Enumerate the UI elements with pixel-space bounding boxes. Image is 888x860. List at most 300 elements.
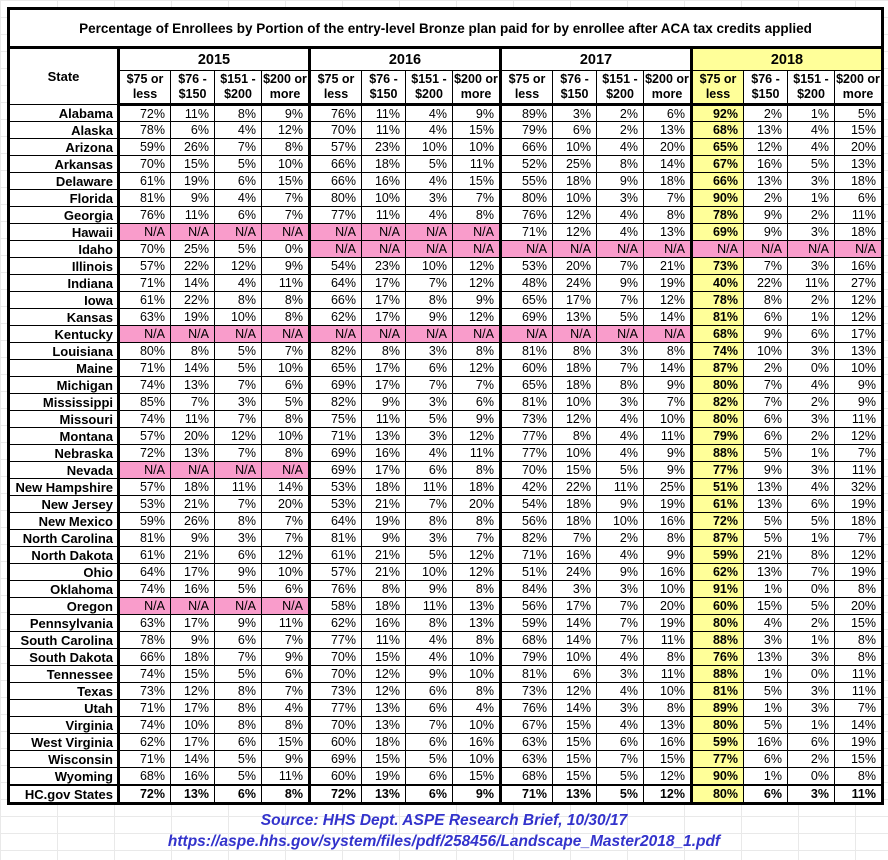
data-cell: 74% <box>119 666 171 683</box>
data-cell: 0% <box>262 241 310 258</box>
data-cell: 72% <box>119 105 171 122</box>
table-row <box>9 173 883 190</box>
data-cell: 10% <box>553 190 597 207</box>
data-cell: 19% <box>644 496 692 513</box>
data-cell: 3% <box>597 700 644 717</box>
data-cell: 51% <box>501 564 553 581</box>
data-cell: 17% <box>553 598 597 615</box>
col-header-2016-2: $76 - $150 <box>362 71 406 105</box>
data-cell: 18% <box>362 734 406 751</box>
data-cell: 17% <box>835 326 883 343</box>
data-cell: 85% <box>119 394 171 411</box>
data-cell: N/A <box>215 598 262 615</box>
data-cell: 0% <box>788 768 835 786</box>
data-cell: 18% <box>362 156 406 173</box>
data-cell: 4% <box>788 377 835 394</box>
data-cell: 11% <box>644 666 692 683</box>
data-cell: 7% <box>453 377 501 394</box>
table-row <box>9 479 883 496</box>
bracket-header-row <box>9 71 883 105</box>
data-cell: 8% <box>597 377 644 394</box>
data-cell: 6% <box>835 190 883 207</box>
data-cell: 5% <box>215 241 262 258</box>
data-cell: 7% <box>215 139 262 156</box>
data-cell: 71% <box>119 751 171 768</box>
data-cell: 8% <box>406 513 453 530</box>
data-cell: 11% <box>171 411 215 428</box>
data-cell: N/A <box>171 462 215 479</box>
data-cell: 77% <box>310 632 362 649</box>
data-cell: N/A <box>597 241 644 258</box>
data-cell: 8% <box>262 785 310 804</box>
data-cell: 11% <box>171 105 215 122</box>
col-header-2016-4: $200 or more <box>453 71 501 105</box>
state-cell: Kansas <box>9 309 119 326</box>
data-cell: 3% <box>788 173 835 190</box>
state-cell: Oregon <box>9 598 119 615</box>
table-row <box>9 751 883 768</box>
data-cell: 8% <box>644 649 692 666</box>
data-cell: 1% <box>788 530 835 547</box>
data-cell: 8% <box>453 632 501 649</box>
data-cell: 7% <box>171 394 215 411</box>
data-cell: 5% <box>262 394 310 411</box>
data-cell: 51% <box>692 479 744 496</box>
data-cell: N/A <box>262 326 310 343</box>
data-cell: 15% <box>362 751 406 768</box>
data-cell: 10% <box>453 717 501 734</box>
data-cell: 72% <box>119 445 171 462</box>
data-cell: 9% <box>262 105 310 122</box>
data-cell: 61% <box>119 547 171 564</box>
data-cell: 80% <box>692 717 744 734</box>
data-cell: 19% <box>835 734 883 751</box>
data-cell: 14% <box>171 751 215 768</box>
data-cell: 12% <box>644 292 692 309</box>
data-cell: 68% <box>119 768 171 786</box>
data-cell: 20% <box>171 428 215 445</box>
data-cell: 20% <box>835 139 883 156</box>
data-cell: 11% <box>597 479 644 496</box>
data-cell: 53% <box>119 496 171 513</box>
data-cell: 80% <box>310 190 362 207</box>
data-cell: 3% <box>788 411 835 428</box>
data-cell: 11% <box>262 615 310 632</box>
table-row <box>9 717 883 734</box>
data-cell: 71% <box>119 275 171 292</box>
data-cell: 7% <box>215 496 262 513</box>
col-header-2015-1: $75 or less <box>119 71 171 105</box>
source-url[interactable]: https://aspe.hhs.gov/system/files/pdf/258456/Landscape_Master2018_1.pdf <box>167 833 721 850</box>
data-cell: 2% <box>744 190 788 207</box>
data-cell: 11% <box>835 207 883 224</box>
data-cell: 59% <box>692 547 744 564</box>
data-cell: 13% <box>171 377 215 394</box>
table-title: Percentage of Enrollees by Portion of the entry-level Bronze plan paid for by enrollee after ACA tax credits applied <box>9 9 883 48</box>
data-cell: 8% <box>262 411 310 428</box>
data-cell: N/A <box>597 326 644 343</box>
data-cell: 2% <box>788 751 835 768</box>
data-cell: 12% <box>835 292 883 309</box>
data-cell: 90% <box>692 190 744 207</box>
data-cell: 73% <box>501 683 553 700</box>
data-cell: 69% <box>501 309 553 326</box>
data-cell: 71% <box>310 428 362 445</box>
data-cell: 12% <box>644 768 692 786</box>
data-cell: 82% <box>310 394 362 411</box>
table-row <box>9 632 883 649</box>
data-cell: 7% <box>788 564 835 581</box>
data-cell: 54% <box>310 258 362 275</box>
data-cell: 77% <box>501 445 553 462</box>
data-cell: 20% <box>553 258 597 275</box>
data-cell: 7% <box>262 207 310 224</box>
data-cell: 21% <box>171 496 215 513</box>
data-cell: 7% <box>597 258 644 275</box>
data-cell: 9% <box>171 190 215 207</box>
data-cell: 16% <box>644 734 692 751</box>
data-cell: 5% <box>744 717 788 734</box>
data-cell: 6% <box>406 785 453 804</box>
data-cell: 11% <box>835 785 883 804</box>
col-header-2015-3: $151 - $200 <box>215 71 262 105</box>
table-body <box>9 105 883 804</box>
data-cell: 65% <box>501 377 553 394</box>
data-cell: 4% <box>788 122 835 139</box>
data-cell: N/A <box>171 224 215 241</box>
data-cell: 9% <box>406 581 453 598</box>
data-cell: 12% <box>553 411 597 428</box>
data-cell: 8% <box>788 547 835 564</box>
col-header-2017-3: $151 - $200 <box>597 71 644 105</box>
data-cell: 8% <box>453 513 501 530</box>
data-cell: 22% <box>171 258 215 275</box>
data-cell: 7% <box>453 530 501 547</box>
data-cell: 18% <box>835 173 883 190</box>
data-cell: 4% <box>597 139 644 156</box>
data-cell: 1% <box>788 105 835 122</box>
data-cell: 1% <box>788 445 835 462</box>
data-cell: 77% <box>692 751 744 768</box>
data-cell: N/A <box>644 326 692 343</box>
data-cell: 13% <box>171 785 215 804</box>
data-cell: 60% <box>501 360 553 377</box>
data-cell: 11% <box>835 462 883 479</box>
data-cell: 15% <box>835 615 883 632</box>
data-cell: 14% <box>171 360 215 377</box>
data-cell: 5% <box>835 105 883 122</box>
data-cell: 11% <box>835 683 883 700</box>
data-cell: 3% <box>597 394 644 411</box>
data-cell: 20% <box>835 598 883 615</box>
data-cell: 15% <box>553 734 597 751</box>
data-cell: 12% <box>835 309 883 326</box>
data-cell: 12% <box>262 122 310 139</box>
data-cell: 11% <box>215 479 262 496</box>
data-cell: 9% <box>406 666 453 683</box>
data-cell: N/A <box>362 241 406 258</box>
table-row <box>9 292 883 309</box>
state-cell: Alabama <box>9 105 119 122</box>
data-cell: 5% <box>597 768 644 786</box>
state-cell: Florida <box>9 190 119 207</box>
data-cell: 82% <box>692 394 744 411</box>
table-row <box>9 513 883 530</box>
data-cell: 6% <box>744 309 788 326</box>
data-cell: 10% <box>553 445 597 462</box>
data-cell: 15% <box>744 598 788 615</box>
data-cell: 57% <box>119 258 171 275</box>
data-cell: N/A <box>215 462 262 479</box>
data-cell: 8% <box>453 581 501 598</box>
data-cell: 26% <box>171 513 215 530</box>
data-cell: 7% <box>262 683 310 700</box>
data-cell: 11% <box>362 632 406 649</box>
state-cell: West Virginia <box>9 734 119 751</box>
data-cell: 16% <box>362 615 406 632</box>
data-cell: 6% <box>171 122 215 139</box>
data-cell: 8% <box>215 513 262 530</box>
data-cell: 11% <box>406 598 453 615</box>
data-cell: 20% <box>644 139 692 156</box>
data-cell: 6% <box>215 207 262 224</box>
data-cell: 76% <box>501 700 553 717</box>
data-cell: 88% <box>692 445 744 462</box>
data-cell: 69% <box>310 377 362 394</box>
data-cell: 4% <box>406 649 453 666</box>
data-cell: 5% <box>597 785 644 804</box>
state-cell: New Jersey <box>9 496 119 513</box>
data-cell: N/A <box>262 462 310 479</box>
state-cell: Illinois <box>9 258 119 275</box>
data-cell: 60% <box>310 768 362 786</box>
data-cell: 7% <box>262 632 310 649</box>
data-cell: N/A <box>119 598 171 615</box>
state-cell: Delaware <box>9 173 119 190</box>
table-row <box>9 190 883 207</box>
state-cell: Kentucky <box>9 326 119 343</box>
data-cell: 53% <box>310 479 362 496</box>
data-cell: 4% <box>215 275 262 292</box>
data-cell: 71% <box>501 224 553 241</box>
data-cell: 81% <box>692 683 744 700</box>
data-cell: 10% <box>262 360 310 377</box>
data-cell: 78% <box>119 632 171 649</box>
data-cell: 76% <box>501 207 553 224</box>
source-text: Source: HHS Dept. ASPE Research Brief, 10/30/17 <box>260 812 628 829</box>
data-cell: 10% <box>553 394 597 411</box>
data-cell: 23% <box>362 139 406 156</box>
data-cell: 4% <box>215 190 262 207</box>
data-cell: 8% <box>262 445 310 462</box>
table-row <box>9 547 883 564</box>
data-cell: 10% <box>406 564 453 581</box>
data-cell: 4% <box>597 547 644 564</box>
data-cell: N/A <box>215 326 262 343</box>
data-cell: 5% <box>744 683 788 700</box>
year-header-2018: 2018 <box>692 48 883 71</box>
data-cell: 5% <box>597 309 644 326</box>
data-cell: 64% <box>119 564 171 581</box>
state-cell: Arizona <box>9 139 119 156</box>
data-cell: 11% <box>644 428 692 445</box>
year-header-2016: 2016 <box>310 48 501 71</box>
table-row <box>9 462 883 479</box>
data-cell: 5% <box>215 666 262 683</box>
data-cell: N/A <box>262 598 310 615</box>
data-cell: 74% <box>119 581 171 598</box>
table-row <box>9 496 883 513</box>
data-cell: 78% <box>119 122 171 139</box>
data-cell: 80% <box>692 785 744 804</box>
data-cell: 4% <box>406 122 453 139</box>
data-cell: 20% <box>644 598 692 615</box>
state-cell: Utah <box>9 700 119 717</box>
data-cell: 4% <box>597 428 644 445</box>
data-cell: 76% <box>119 207 171 224</box>
data-cell: 9% <box>215 615 262 632</box>
data-cell: 9% <box>406 309 453 326</box>
data-cell: 72% <box>692 513 744 530</box>
data-cell: 6% <box>406 734 453 751</box>
data-cell: 15% <box>553 768 597 786</box>
data-cell: 4% <box>597 717 644 734</box>
data-cell: 22% <box>171 292 215 309</box>
data-cell: 10% <box>553 649 597 666</box>
data-cell: 7% <box>744 258 788 275</box>
data-cell: 3% <box>744 632 788 649</box>
state-cell: South Dakota <box>9 649 119 666</box>
data-cell: 12% <box>362 666 406 683</box>
data-cell: 74% <box>692 343 744 360</box>
table-row <box>9 122 883 139</box>
data-cell: 15% <box>644 751 692 768</box>
data-cell: 9% <box>597 496 644 513</box>
data-cell: 6% <box>744 785 788 804</box>
data-cell: 7% <box>215 411 262 428</box>
data-cell: 8% <box>453 207 501 224</box>
data-cell: 9% <box>362 394 406 411</box>
data-cell: 13% <box>553 785 597 804</box>
data-cell: 48% <box>501 275 553 292</box>
data-cell: 7% <box>597 615 644 632</box>
data-cell: 10% <box>453 751 501 768</box>
data-cell: 5% <box>406 547 453 564</box>
state-cell: Texas <box>9 683 119 700</box>
data-cell: 16% <box>553 547 597 564</box>
data-cell: 15% <box>362 649 406 666</box>
data-cell: 8% <box>835 649 883 666</box>
data-cell: 2% <box>744 360 788 377</box>
data-cell: 14% <box>553 700 597 717</box>
data-cell: 24% <box>553 564 597 581</box>
data-cell: N/A <box>362 224 406 241</box>
data-cell: 57% <box>119 428 171 445</box>
data-cell: 2% <box>788 615 835 632</box>
table-row <box>9 139 883 156</box>
data-cell: 59% <box>501 615 553 632</box>
data-cell: 80% <box>692 615 744 632</box>
table-row <box>9 598 883 615</box>
data-cell: 89% <box>501 105 553 122</box>
data-cell: 3% <box>406 190 453 207</box>
data-cell: 17% <box>362 462 406 479</box>
data-cell: 9% <box>835 394 883 411</box>
data-cell: 81% <box>501 394 553 411</box>
data-cell: 12% <box>835 428 883 445</box>
year-header-2017: 2017 <box>501 48 692 71</box>
data-cell: 9% <box>744 224 788 241</box>
data-cell: 0% <box>788 666 835 683</box>
data-cell: 3% <box>788 683 835 700</box>
col-header-2016-1: $75 or less <box>310 71 362 105</box>
data-cell: 4% <box>406 445 453 462</box>
data-cell: 17% <box>171 700 215 717</box>
data-cell: 42% <box>501 479 553 496</box>
data-cell: 6% <box>553 666 597 683</box>
data-cell: 3% <box>597 666 644 683</box>
data-cell: 66% <box>310 292 362 309</box>
col-header-2018-1: $75 or less <box>692 71 744 105</box>
data-cell: 87% <box>692 530 744 547</box>
data-cell: 12% <box>553 224 597 241</box>
data-cell: 61% <box>119 173 171 190</box>
data-cell: 11% <box>644 632 692 649</box>
data-cell: 7% <box>597 632 644 649</box>
data-cell: 13% <box>644 122 692 139</box>
data-cell: 6% <box>788 496 835 513</box>
data-cell: 8% <box>262 292 310 309</box>
data-cell: 79% <box>501 122 553 139</box>
data-cell: 73% <box>692 258 744 275</box>
data-cell: 11% <box>362 411 406 428</box>
data-cell: 16% <box>171 768 215 786</box>
data-cell: 71% <box>501 785 553 804</box>
data-cell: 1% <box>744 581 788 598</box>
data-cell: 68% <box>692 122 744 139</box>
data-cell: 13% <box>171 445 215 462</box>
state-cell: South Carolina <box>9 632 119 649</box>
data-cell: N/A <box>644 241 692 258</box>
data-cell: 17% <box>362 377 406 394</box>
state-cell: New Hampshire <box>9 479 119 496</box>
data-cell: 8% <box>215 700 262 717</box>
data-cell: 21% <box>362 547 406 564</box>
data-cell: 4% <box>262 700 310 717</box>
data-cell: 87% <box>692 360 744 377</box>
data-cell: 68% <box>501 768 553 786</box>
data-cell: 79% <box>692 428 744 445</box>
data-cell: 13% <box>744 479 788 496</box>
data-cell: 12% <box>835 547 883 564</box>
data-cell: 11% <box>362 105 406 122</box>
data-cell: 73% <box>310 683 362 700</box>
data-cell: 16% <box>644 513 692 530</box>
source-footer <box>0 810 888 852</box>
data-cell: 15% <box>453 122 501 139</box>
data-cell: 9% <box>262 649 310 666</box>
data-cell: 19% <box>835 564 883 581</box>
data-cell: 25% <box>553 156 597 173</box>
data-cell: 23% <box>362 258 406 275</box>
data-cell: 1% <box>788 190 835 207</box>
title-row <box>9 9 883 48</box>
data-cell: 72% <box>119 785 171 804</box>
data-cell: 13% <box>553 309 597 326</box>
data-cell: 20% <box>453 496 501 513</box>
data-cell: 61% <box>310 547 362 564</box>
table-row <box>9 666 883 683</box>
